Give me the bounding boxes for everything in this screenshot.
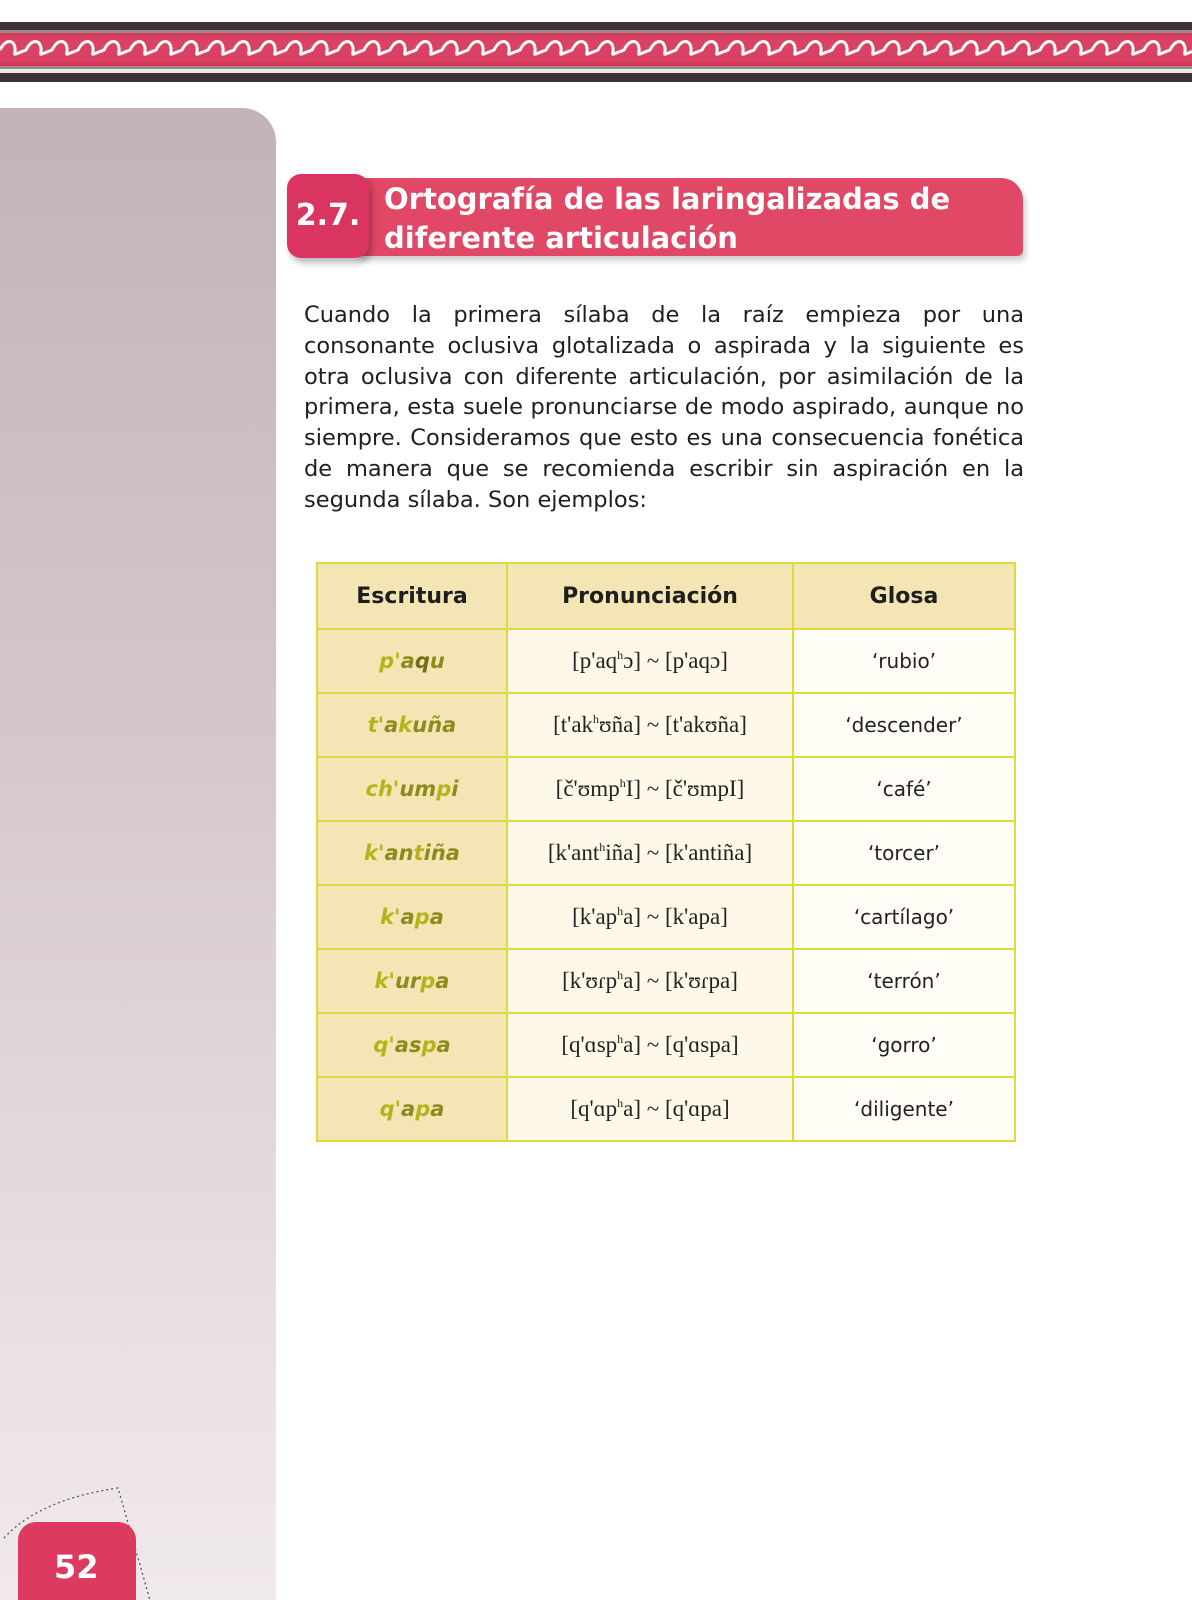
table-row [317, 885, 1015, 949]
cell-glosa: ‘diligente’ [793, 1077, 1015, 1141]
cell-escritura: t'akuña [317, 693, 507, 757]
decorative-top-band [0, 22, 1192, 84]
cell-glosa: ‘cartílago’ [793, 885, 1015, 949]
cell-escritura: q'aspa [317, 1013, 507, 1077]
cell-pronunciacion: [q'ɑp$^h$a] ~ [q'ɑpa] [507, 1077, 793, 1141]
cell-pronunciacion: $[k'ap^ha]$ ~ [k'apa] [507, 885, 793, 949]
cell-pronunciacion: [q'ɑsp$^h$a] ~ [q'ɑspa] [507, 1013, 793, 1077]
header-pronunciacion: Pronunciación [507, 563, 793, 629]
examples-table [316, 562, 1016, 1142]
cell-glosa: ‘torcer’ [793, 821, 1015, 885]
table-row [317, 949, 1015, 1013]
cell-pronunciacion: [č'ʊmp$^h$I] ~ [č'ʊmpI] [507, 757, 793, 821]
cell-glosa: ‘gorro’ [793, 1013, 1015, 1077]
table-header-row [317, 563, 1015, 629]
table-row [317, 629, 1015, 693]
page-number: 52 [54, 1548, 99, 1586]
cell-glosa: ‘café’ [793, 757, 1015, 821]
wave-pattern-icon [0, 22, 1192, 84]
table-row [317, 821, 1015, 885]
table-row [317, 1013, 1015, 1077]
cell-escritura: k'apa [317, 885, 507, 949]
table-row [317, 757, 1015, 821]
header-glosa: Glosa [793, 563, 1015, 629]
intro-paragraph: Cuando la primera sílaba de la raíz empieza por una consonante oclusiva glotalizada o aspirada y la siguiente es otra oclusiva con diferente articulación, por asimilación de la primera, esta suele pronunciarse de modo aspirado, aunque no siempre. Consideramos que esto es una consecuencia fonética de manera que se recomienda escribir sin aspiración en la segunda sílaba. Son ejemplos: [304, 302, 1024, 513]
cell-pronunciacion: $[t'ak^hʊña]$ ~ [t'akʊña] [507, 693, 793, 757]
cell-escritura: ch'umpi [317, 757, 507, 821]
left-sidebar [0, 108, 276, 1600]
cell-escritura: k'antiña [317, 821, 507, 885]
table-row [317, 1077, 1015, 1141]
page-number-tab [18, 1522, 136, 1600]
cell-glosa: ‘descender’ [793, 693, 1015, 757]
header-escritura: Escritura [317, 563, 507, 629]
section-title: Ortografía de las laringalizadas de diferente articulación [384, 182, 951, 255]
table-row [317, 693, 1015, 757]
cell-pronunciacion: [k'ʊɾp$^h$a] ~ [k'ʊɾpa] [507, 949, 793, 1013]
cell-escritura: q'apa [317, 1077, 507, 1141]
cell-escritura: k'urpa [317, 949, 507, 1013]
cell-glosa: ‘rubio’ [793, 629, 1015, 693]
section-number: 2.7. [287, 174, 369, 258]
cell-escritura: p'aqu [317, 629, 507, 693]
cell-pronunciacion: [k'ant$^h$iña] ~ [k'antiña] [507, 821, 793, 885]
cell-glosa: ‘terrón’ [793, 949, 1015, 1013]
cell-pronunciacion: $[p'aq^hɔ]$ ~ [p'aqɔ] [507, 629, 793, 693]
